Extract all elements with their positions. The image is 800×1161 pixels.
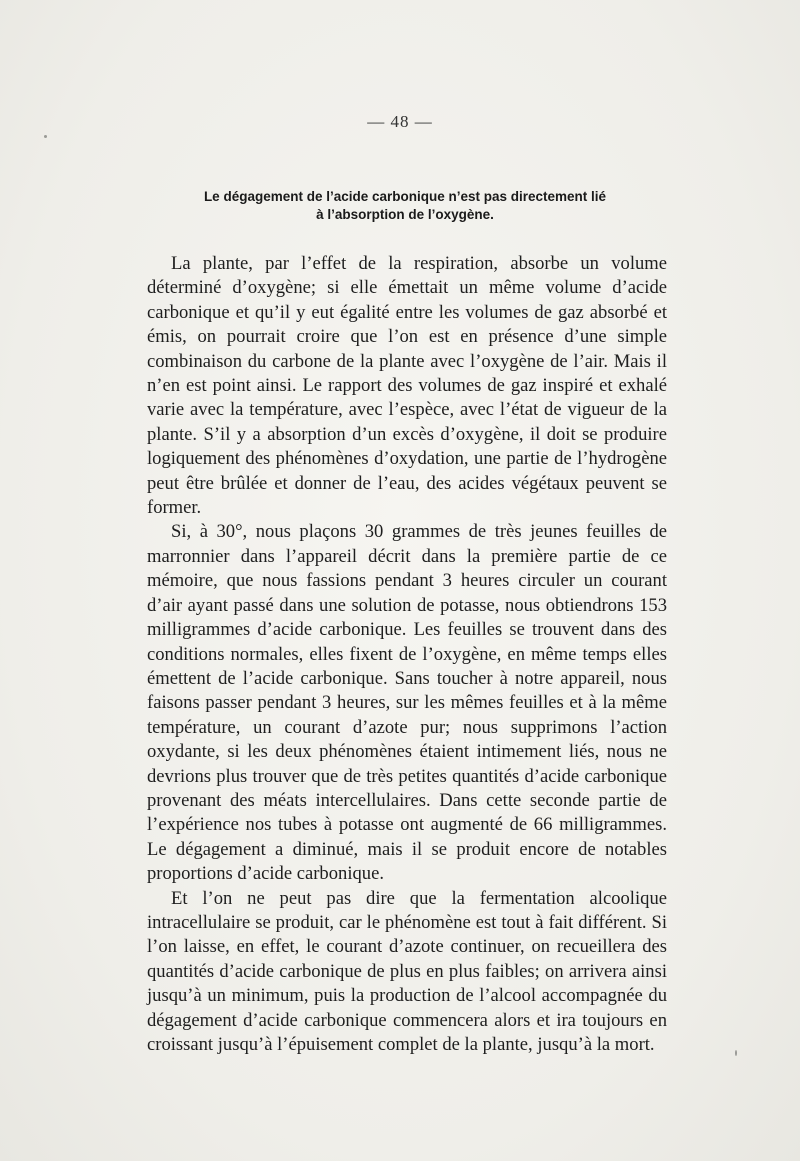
section-heading-line-1: Le dégagement de l’acide carbonique n’est pas directement lié: [203, 189, 607, 204]
page-number: — 48 —: [367, 112, 433, 131]
paper-speck: [735, 1050, 737, 1056]
paper-speck: [44, 135, 47, 138]
paragraph-1: La plante, par l’effet de la respiration, absorbe un volume déterminé d’oxygène; si elle émettait un même volume d’acide carbonique et qu’il y eut égalité entre les volumes de gaz absorbé et émis, on pourrait croire que l’on est en présence d’une simple combinaison du carbone de la plante avec l’oxygène de l’air. Mais il n’en est point ainsi. Le rapport des volumes de gaz inspiré et exhalé varie avec la température, avec l’espèce, avec l’état de vigueur de la plante. S’il y a absorption d’un excès d’oxygène, il doit se produire logiquement des phénomènes d’oxydation, une partie de l’hydrogène peut être brûlée et donner de l’eau, des acides végétaux peuvent se former.: [147, 253, 667, 519]
section-heading: [150, 188, 660, 224]
paragraph-3: Et l’on ne peut pas dire que la fermentation alcoolique intracellulaire se produit, car le phénomène est tout à fait différent. Si l’on laisse, en effet, le courant d’azote continuer, on recueillera des quantités d’acide carbonique de plus en plus faibles; on arrivera ainsi jusqu’à un minimum, puis la production de l’alcool accompagnée du dégagement d’acide carbonique commencera alors et ira toujours en croissant jusqu’à l’épuisement complet de la plante, jusqu’à la mort.: [147, 887, 667, 1055]
body-text: [147, 252, 667, 1057]
paragraph-2: Si, à 30°, nous plaçons 30 grammes de très jeunes feuilles de marronnier dans l’appareil décrit dans la première partie de ce mémoire, que nous fassions pendant 3 heures circuler un courant d’air ayant passé dans une solution de potasse, nous obtiendrons 153 milligrammes d’acide carbonique. Les feuilles se trouvent dans des conditions normales, elles fixent de l’oxygène, en même temps elles émettent de l’acide carbonique. Sans toucher à notre appareil, nous faisons passer pendant 3 heures, sur les mêmes feuilles et à la même température, un courant d’azote pur; nous supprimons l’action oxydante, si les deux phénomènes étaient intimement liés, nous ne devrions plus trouver que de très petites quantités d’acide carbonique provenant des méats intercellulaires. Dans cette seconde partie de l’expérience nos tubes à potasse ont augmenté de 66 milligrammes. Le dégagement a diminué, mais il se produit encore de notables proportions d’acide carbonique.: [147, 521, 667, 885]
section-heading-line-2: à l’absorption de l’oxygène.: [316, 207, 494, 222]
